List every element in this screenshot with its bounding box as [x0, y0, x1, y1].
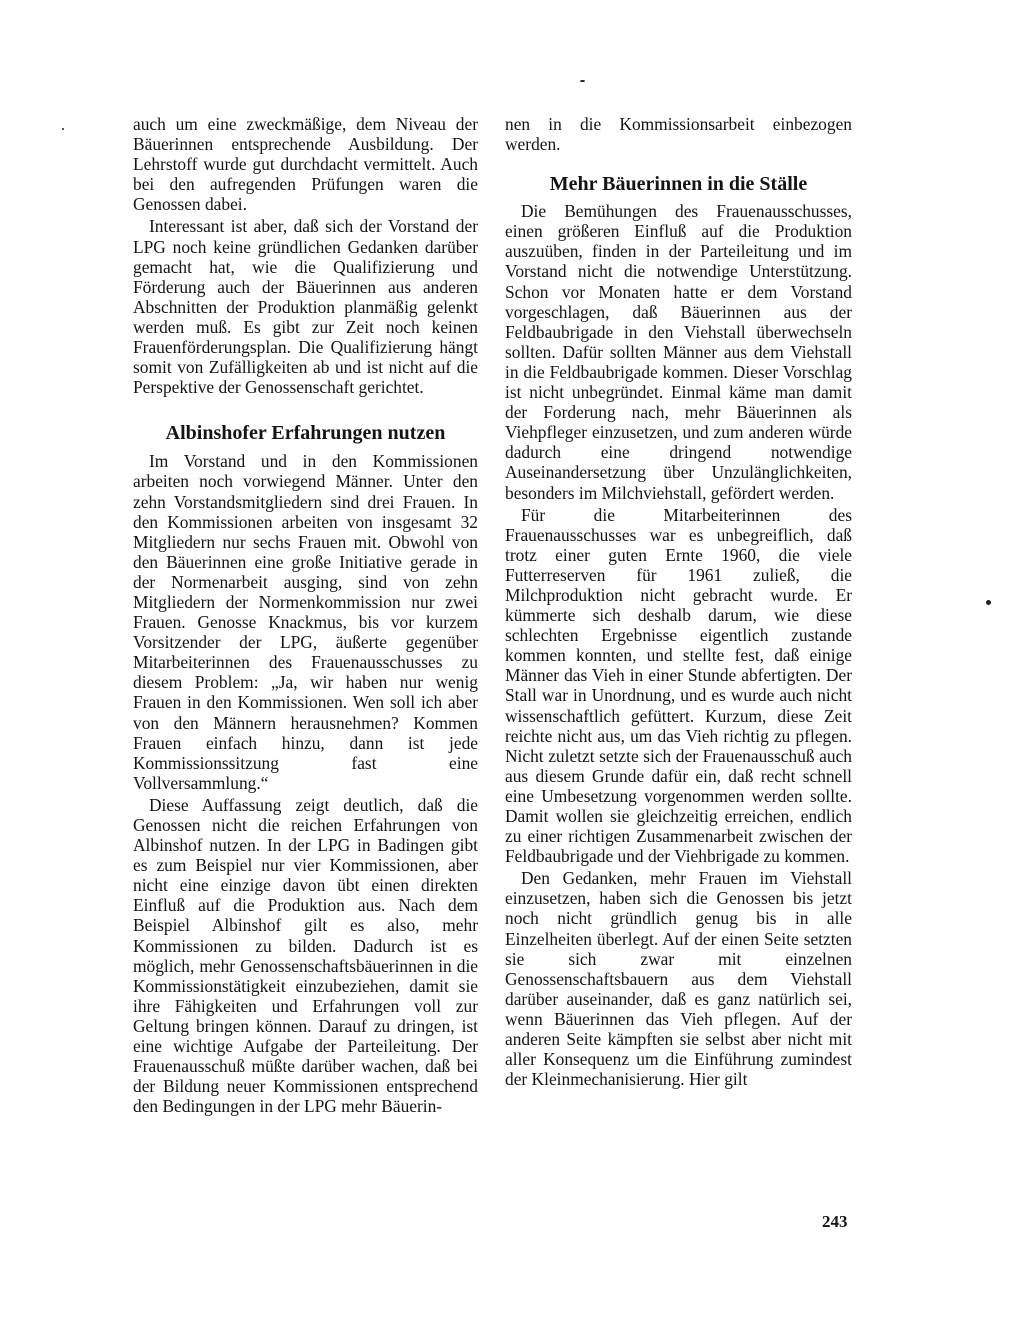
left-column — [133, 114, 478, 1116]
print-speck — [580, 80, 585, 82]
print-speck — [62, 128, 64, 130]
paragraph: Diese Auffassung zeigt deutlich, daß die Genossen nicht die reichen Erfahrungen von Albinshof nutzen. In der LPG in Badingen gibt es zum Beispiel nur vier Kommissionen, aber nicht eine einzige davon übt einen direkten Einfluß auf die Produktion aus. Nach dem Beispiel Albinshof gilt es also, mehr Kommissionen zu bilden. Dadurch ist es möglich, mehr Genossenschaftsbäuerinnen in die Kommissionstätigkeit einzubeziehen, damit sie ihre Fähigkeiten und Erfahrungen voll zur Geltung bringen können. Darauf zu dringen, ist eine wichtige Aufgabe der Parteileitung. Der Frauenausschuß müßte darüber wachen, daß bei der Bildung neuer Kommissionen entsprechend den Bedingungen in der LPG mehr Bäuerin- — [133, 794, 478, 1117]
paragraph: Interessant ist aber, daß sich der Vorstand der LPG noch keine gründlichen Gedanken darüber gemacht hat, wie die Qualifizierung und Förderung auch der Bäuerinnen aus anderen Abschnitten der Produktion planmäßig gelenkt werden muß. Es gibt zur Zeit noch keinen Frauenförderungsplan. Die Qualifizierung hängt somit von Zufälligkeiten ab und ist nicht auf die Perspektive der Genossenschaft gerichtet. — [133, 216, 478, 398]
paragraph: Den Gedanken, mehr Frauen im Viehstall einzusetzen, haben sich die Genossen bis jetzt noch nicht gründlich genug bis in alle Einzelheiten überlegt. Auf der einen Seite setzten sie sich zwar mit einzelnen Genossenschaftsbauern aus dem Viehstall darüber auseinander, daß es ganz natürlich sei, wenn Bäuerinnen das Vieh pflegen. Auf der anderen Seite kämpften sie selbst aber nicht mit aller Konsequenz um die Einführung zumindest der Kleinmechanisierung. Hier gilt — [505, 868, 852, 1090]
section-heading: Albinshofer Erfahrungen nutzen — [165, 422, 446, 445]
paragraph: Die Bemühungen des Frauenausschusses, einen größeren Einfluß auf die Produktion auszuüben, finden in der Parteileitung und im Vorstand nicht die notwendige Unterstützung. Schon vor Monaten hatte er dem Vorstand vorgeschlagen, daß Bäuerinnen aus der Feldbaubrigade in den Viehstall überwechseln sollten. Dafür sollten Männer aus dem Viehstall in die Feldbaubrigade kommen. Dieser Vorschlag ist nicht unbegründet. Einmal käme man damit der Forderung nach, mehr Bäuerinnen als Viehpfleger einzusetzen, und zum anderen würde dadurch eine dringend notwendige Auseinandersetzung über Unzulänglichkeiten, besonders im Milchviehstall, gefördert werden. — [505, 201, 852, 503]
right-column — [505, 114, 852, 1089]
paragraph: nen in die Kommissionsarbeit einbezogen werden. — [505, 114, 852, 155]
paragraph: Für die Mitarbeiterinnen des Frauenausschusses war es unbegreiflich, daß trotz einer guten Ernte 1960, die viele Futterreserven für 1961 zuließ, die Milchproduktion nicht gebracht wurde. Er kümmerte sich deshalb darum, wie diese schlechten Ergebnisse eigentlich zustande kommen konnten, und stellte fest, daß einige Männer das Vieh in einer Stunde abfertigten. Der Stall war in Unordnung, und es wurde auch nicht wissenschaftlich gefüttert. Kurzum, diese Zeit reichte nicht aus, um das Vieh richtig zu pflegen. Nicht zuletzt setzte sich der Frauenausschuß auch aus diesem Grunde dafür ein, daß recht schnell eine Umbesetzung vorgenommen werden sollte. Damit wollen sie gleichzeitig erreichen, endlich zu einer richtigen Zusammenarbeit zwischen der Feldbaubrigade und der Viehbrigade zu kommen. — [505, 504, 852, 867]
section-heading: Mehr Bäuerinnen in die Ställe — [549, 173, 808, 196]
paragraph: Im Vorstand und in den Kommissionen arbeiten noch vorwiegend Männer. Unter den zehn Vorstandsmitgliedern sind drei Frauen. In den Kommissionen arbeiten von insgesamt 32 Mitgliedern nur sechs Frauen mit. Obwohl von den Bäuerinnen eine große Initiative gerade in der Normenarbeit ausging, sind von zehn Mitgliedern der Normenkommission nur zwei Frauen. Genosse Knackmus, bis vor kurzem Vorsitzender der LPG, äußerte gegenüber Mitarbeiterinnen des Frauenausschusses zu diesem Problem: „Ja, wir haben nur wenig Frauen in den Kommissionen. Wen soll ich aber von den Männern herausnehmen? Kommen Frauen einfach hinzu, dann ist jede Kommissionssitzung fast eine Vollversammlung.“ — [133, 451, 478, 793]
paragraph: auch um eine zweckmäßige, dem Niveau der Bäuerinnen entsprechende Ausbildung. Der Lehrstoff wurde gut durchdacht vermittelt. Auch bei den aufregenden Prüfungen waren die Genossen dabei. — [133, 114, 478, 215]
page-number: 243 — [822, 1212, 848, 1231]
print-speck — [986, 600, 991, 605]
